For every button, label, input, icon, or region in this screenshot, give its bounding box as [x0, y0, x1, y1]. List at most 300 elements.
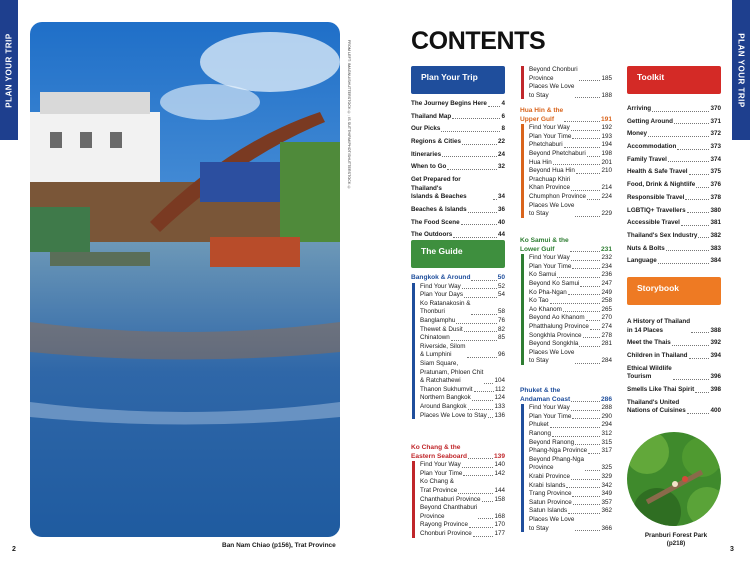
toc-entry-page: 396	[710, 373, 721, 381]
toc-entry	[627, 156, 721, 165]
dot-leader	[566, 487, 600, 488]
toc-entry-title: Thewet & Dusit	[420, 325, 463, 333]
toc-entry-page: 144	[494, 486, 505, 494]
bangkok-section	[411, 274, 505, 420]
toc-entry	[529, 193, 612, 202]
toc-entry-page: 8	[501, 125, 505, 133]
toc-entry-page: 192	[601, 124, 612, 132]
storybook-list	[627, 318, 721, 420]
region-subitems	[520, 66, 612, 100]
region-title	[520, 237, 612, 254]
toc-entry-page: 76	[497, 316, 505, 324]
toc-entry-page: 210	[601, 167, 612, 175]
dot-leader	[668, 161, 710, 162]
toc-entry-title: Ko Tao	[529, 297, 549, 305]
toc-entry	[529, 421, 612, 430]
toc-entry-title: Find Your Way	[529, 404, 570, 412]
toc-entry-page: 312	[601, 429, 612, 437]
toc-entry-page: 139	[493, 452, 505, 460]
toc-entry-title: Places We Love to Stay	[529, 201, 575, 218]
dot-leader	[462, 288, 497, 289]
dot-leader	[461, 224, 497, 225]
toc-entry-title: Chinatown	[420, 334, 450, 342]
toc-entry	[627, 352, 721, 361]
toc-entry-title: Beyond Ranong	[529, 438, 575, 446]
dot-leader	[464, 297, 497, 298]
toc-entry	[529, 280, 612, 289]
side-tab-right	[732, 0, 750, 140]
toc-entry	[529, 271, 612, 280]
toc-entry-title: Hua Hin & the Upper Gulf	[520, 107, 564, 123]
page-number-left: 2	[12, 546, 16, 553]
toc-entry-page: 362	[601, 507, 612, 515]
toc-entry-page: 384	[710, 257, 721, 265]
dot-leader	[586, 320, 601, 321]
toc-entry	[529, 404, 612, 413]
toc-entry-page: 247	[601, 279, 612, 287]
toc-entry-page: 133	[494, 402, 505, 410]
toc-entry-page: 142	[494, 469, 505, 477]
dot-leader	[467, 357, 497, 358]
dot-leader	[674, 123, 710, 124]
dot-leader	[583, 337, 601, 338]
toc-entry	[627, 245, 721, 254]
toc-entry-page: 44	[497, 231, 505, 239]
toc-entry-page: 342	[601, 481, 612, 489]
dot-leader	[585, 470, 601, 471]
toc-entry-page: 315	[601, 438, 612, 446]
toc-entry-page: 284	[601, 357, 612, 365]
toc-entry-page: 58	[497, 308, 505, 316]
dot-leader	[453, 237, 497, 238]
toc-entry	[529, 447, 612, 456]
toc-entry-page: 378	[710, 193, 721, 201]
toc-entry-title: Get Prepared for Thailand's Islands & Beaches	[411, 176, 467, 201]
toc-entry-page: 198	[601, 149, 612, 157]
dot-leader	[568, 294, 601, 295]
toc-entry	[529, 456, 612, 473]
toc-entry-title: Language	[627, 257, 657, 265]
toc-entry	[529, 124, 612, 133]
region-subitems	[411, 461, 505, 538]
toc-entry	[529, 263, 612, 272]
dot-leader	[572, 418, 600, 419]
toc-entry-page: 104	[494, 377, 505, 385]
toc-entry-page: 376	[710, 181, 721, 189]
toc-entry-page: 170	[494, 521, 505, 529]
dot-leader	[580, 286, 600, 287]
toc-entry-page: 24	[497, 150, 505, 158]
toc-entry-page: 265	[601, 305, 612, 313]
toc-entry	[411, 206, 505, 215]
toc-entry-title: Smells Like Thai Spirit	[627, 385, 695, 393]
toc-entry-title: Prachuap Khiri Khan Province	[529, 175, 571, 192]
toc-entry-title: Accessible Travel	[627, 219, 680, 227]
toc-entry-title: Responsible Travel	[627, 193, 685, 201]
toc-entry-title: The Journey Begins Here	[411, 100, 487, 107]
toc-entry-page: 193	[601, 132, 612, 140]
toc-entry	[627, 130, 721, 139]
toc-entry-title: Find Your Way	[529, 124, 570, 132]
dot-leader	[571, 410, 601, 411]
toc-entry-title: Thanon Sukhumvit	[420, 385, 473, 393]
toc-entry-title: Children in Thailand	[627, 351, 688, 359]
page-title: CONTENTS	[411, 27, 546, 55]
toc-entry-title: Satun Islands	[529, 507, 568, 515]
toc-entry	[529, 202, 612, 219]
dot-leader	[696, 187, 709, 188]
toc-entry	[627, 105, 721, 114]
toc-entry-page: 158	[494, 495, 505, 503]
toc-entry	[420, 470, 505, 479]
dot-leader	[471, 314, 497, 315]
toc-entry-title: Nuts & Bolts	[627, 244, 665, 252]
toc-entry-page: 4	[501, 100, 505, 107]
dot-leader	[564, 121, 600, 122]
dot-leader	[550, 427, 601, 428]
dot-leader	[571, 401, 600, 402]
toc-entry-title: Places We Love to Stay	[420, 411, 487, 419]
dot-leader	[573, 504, 601, 505]
dot-leader	[447, 169, 497, 170]
toc-entry-page: 380	[710, 206, 721, 214]
toc-entry	[529, 332, 612, 341]
toc-entry	[529, 167, 612, 176]
toc-entry	[411, 231, 505, 240]
toc-entry-page: 349	[601, 490, 612, 498]
toc-entry	[420, 478, 505, 495]
toc-entry-page: 50	[497, 274, 505, 281]
toc-entry	[529, 150, 612, 159]
toc-entry-title: The Outdoors	[411, 231, 453, 239]
dot-leader	[571, 190, 600, 191]
toc-entry-title: Phuket & the Andaman Coast	[520, 387, 571, 403]
dot-leader	[572, 138, 600, 139]
kochang-section	[411, 444, 505, 539]
toc-entry	[529, 66, 612, 83]
toc-entry-title: Phetchaburi	[529, 141, 563, 149]
toc-entry-title: Beaches & Islands	[411, 206, 467, 213]
toc-entry-title: Beyond Songkhla	[529, 340, 579, 348]
forest-park-caption: Pranburi Forest Park (p218)	[644, 532, 708, 547]
toc-entry-title: Arriving	[627, 105, 652, 112]
toc-entry-title: Places We Love to Stay	[529, 515, 575, 532]
toc-entry-page: 124	[494, 394, 505, 402]
toc-entry	[529, 323, 612, 332]
toc-entry	[420, 334, 505, 343]
toc-entry-page: 375	[710, 168, 721, 176]
toc-entry	[420, 326, 505, 335]
toc-entry-page: 286	[600, 395, 612, 403]
toc-entry	[627, 118, 721, 127]
dot-leader	[588, 453, 600, 454]
toc-entry-page: 294	[601, 421, 612, 429]
toc-entry	[529, 482, 612, 491]
toc-entry	[627, 318, 721, 335]
toc-entry-page: 388	[710, 326, 721, 334]
dot-leader	[468, 458, 493, 459]
region-title	[520, 107, 612, 124]
toc-entry-title: When to Go	[411, 163, 447, 171]
dot-leader	[687, 413, 710, 414]
forest-park-photo	[627, 432, 721, 526]
toc-entry-page: 214	[601, 184, 612, 192]
dot-leader	[563, 311, 601, 312]
toc-entry-page: 374	[710, 155, 721, 163]
toc-entry-title: Beyond Ko Samui	[529, 279, 580, 287]
dot-leader	[456, 323, 497, 324]
dot-leader	[677, 149, 709, 150]
toc-entry	[420, 360, 505, 386]
toc-entry-title: Phuket	[529, 421, 549, 429]
huahin-section	[520, 107, 612, 219]
plan-your-trip-header: Plan Your Trip	[411, 66, 505, 94]
toc-entry-page: 383	[710, 244, 721, 252]
toc-entry-page: 140	[494, 461, 505, 469]
toc-entry	[420, 343, 505, 360]
toc-entry-page: 236	[601, 271, 612, 279]
dot-leader	[550, 303, 601, 304]
toc-entry	[627, 232, 721, 241]
toc-entry	[411, 151, 505, 160]
dot-leader	[658, 263, 710, 264]
toc-entry-page: 325	[601, 464, 612, 472]
toc-entry-title: A History of Thailand in 14 Places	[627, 318, 691, 334]
toc-entry	[529, 176, 612, 193]
toc-entry-title: Krabi Islands	[529, 481, 566, 489]
region-subitems	[520, 404, 612, 533]
toolkit-list	[627, 105, 721, 270]
dot-leader	[570, 251, 600, 252]
toc-entry	[529, 439, 612, 448]
page-number-right: 3	[730, 546, 734, 553]
dot-leader	[579, 346, 600, 347]
toc-entry	[627, 181, 721, 190]
toc-entry-page: 177	[494, 529, 505, 537]
dot-leader	[452, 118, 500, 119]
toc-entry-title: Ao Khanom	[529, 305, 562, 313]
toc-entry	[420, 300, 505, 317]
photo-caption: Ban Nam Chiao (p156), Trat Province	[222, 542, 336, 549]
dot-leader	[474, 391, 494, 392]
toc-entry	[529, 83, 612, 100]
dot-leader	[488, 106, 501, 107]
toc-entry	[420, 530, 505, 539]
dot-leader	[691, 332, 709, 333]
toc-entry-title: Ko Ratanakosin & Thonburi	[420, 299, 471, 316]
dot-leader	[557, 277, 600, 278]
toc-entry	[411, 138, 505, 147]
photo-credit: FROM LEFT: IMAGNU/SHUTTERSTOCK ©; IS SUTTHIPAKPHOT/SHUTTERSTOCK ©	[347, 40, 351, 190]
toc-entry-title: LGBTIQ+ Travellers	[627, 206, 686, 214]
dot-leader	[587, 199, 600, 200]
dot-leader	[666, 250, 710, 251]
dot-leader	[493, 199, 497, 200]
toc-entry	[529, 490, 612, 499]
toc-entry-title: Plan Your Days	[420, 291, 464, 299]
toc-entry-title: Ko Samui	[529, 271, 557, 279]
toc-entry	[627, 257, 721, 266]
dot-leader	[553, 164, 601, 165]
toc-entry	[627, 399, 721, 416]
dot-leader	[689, 174, 710, 175]
toc-entry-page: 290	[601, 412, 612, 420]
toolkit-header: Toolkit	[627, 66, 721, 94]
toc-entry-page: 232	[601, 254, 612, 262]
toc-entry-title: Find Your Way	[420, 282, 461, 290]
region-title	[411, 444, 505, 461]
dot-leader	[468, 409, 494, 410]
dot-leader	[695, 392, 709, 393]
dot-leader	[482, 501, 494, 502]
toc-entry-title: Riverside, Silom & Lumphini	[420, 342, 466, 359]
toc-entry-page: 36	[497, 206, 505, 213]
canal-photo	[30, 22, 340, 537]
toc-entry	[420, 291, 505, 300]
toc-entry	[529, 349, 612, 366]
toc-entry-page: 382	[710, 231, 721, 239]
dot-leader	[575, 363, 600, 364]
toc-entry-page: 96	[497, 351, 505, 359]
toc-entry-title: Krabi Province	[529, 472, 570, 480]
dot-leader	[648, 136, 710, 137]
toc-entry-title: Our Picks	[411, 125, 441, 133]
toc-entry-title: Find Your Way	[420, 461, 461, 469]
toc-entry	[420, 317, 505, 326]
toc-entry-page: 40	[497, 218, 505, 226]
dot-leader	[478, 518, 493, 519]
region-subitems	[520, 254, 612, 366]
toc-entry-title: Itineraries	[411, 150, 442, 158]
toc-entry	[529, 507, 612, 516]
toc-entry-page: 366	[601, 524, 612, 532]
dot-leader	[575, 444, 600, 445]
toc-entry-title: Find Your Way	[529, 254, 570, 262]
toc-entry-title: Hua Hin	[529, 158, 552, 166]
toc-entry-page: 249	[601, 288, 612, 296]
dot-leader	[689, 358, 710, 359]
toc-entry	[529, 289, 612, 298]
toc-entry	[411, 176, 505, 202]
toc-entry-title: Songkhla Province	[529, 331, 582, 339]
dot-leader	[673, 379, 710, 380]
toc-entry-page: 229	[601, 210, 612, 218]
toc-entry-title: Thailand's United Nations of Cuisines	[627, 398, 686, 415]
toc-entry-title: Beyond Phang-Nga Province	[529, 455, 584, 472]
dot-leader	[568, 513, 600, 514]
side-tab-left	[0, 0, 18, 140]
toc-entry-title: Ko Pha-Ngan	[529, 288, 567, 296]
dot-leader	[571, 260, 601, 261]
toc-entry	[627, 365, 721, 382]
toc-entry	[627, 194, 721, 203]
toc-entry-title: Chanthaburi Province	[420, 495, 481, 503]
toc-entry-page: 278	[601, 331, 612, 339]
the-guide-header: The Guide	[411, 240, 505, 268]
toc-entry	[529, 499, 612, 508]
toc-entry-title: Ko Chang & Trat Province	[420, 478, 458, 494]
toc-entry-title: Ethical Wildlife Tourism	[627, 364, 672, 381]
toc-entry-title: Bangkok & Around	[411, 274, 471, 281]
dot-leader	[469, 527, 494, 528]
toc-entry-title: Meet the Thais	[627, 339, 671, 347]
dot-leader	[442, 156, 497, 157]
toc-entry-page: 6	[501, 112, 505, 120]
toc-entry	[627, 168, 721, 177]
toc-entry	[420, 521, 505, 530]
dot-leader	[687, 212, 710, 213]
toc-entry	[627, 219, 721, 228]
toc-entry-title: Places We Love to Stay	[529, 348, 575, 365]
toc-entry-page: 112	[494, 385, 505, 393]
toc-entry-title: Trang Province	[529, 490, 572, 498]
toc-entry-page: 191	[600, 115, 612, 123]
toc-entry-title: Food, Drink & Nightlife	[627, 181, 696, 189]
toc-entry	[529, 141, 612, 150]
dot-leader	[471, 280, 496, 281]
phuket-section	[520, 387, 612, 533]
toc-entry-title: Chumphon Province	[529, 192, 587, 200]
dot-leader	[472, 400, 494, 401]
toc-entry	[529, 297, 612, 306]
toc-entry	[529, 314, 612, 323]
toc-entry-page: 82	[497, 325, 505, 333]
dot-leader	[572, 268, 600, 269]
toc-entry-title: Ko Samui & the Lower Gulf	[520, 237, 569, 253]
dot-leader	[587, 156, 601, 157]
toc-entry-page: 373	[710, 143, 721, 151]
dot-leader	[698, 237, 709, 238]
side-tab-left-label: PLAN YOUR TRIP	[4, 32, 14, 108]
toc-entry-title: Ko Chang & the Eastern Seaboard	[411, 444, 468, 460]
toc-entry-page: 281	[601, 340, 612, 348]
toc-entry	[529, 306, 612, 315]
dot-leader	[484, 383, 493, 384]
toc-entry-title: Thailand Map	[411, 112, 452, 120]
toc-entry-title: Places We Love to Stay	[529, 83, 575, 99]
toc-entry	[529, 413, 612, 422]
toc-entry-title: Beyond Hua Hin	[529, 167, 575, 175]
toc-entry-page: 201	[601, 158, 612, 166]
toc-entry-title: Phatthalung Province	[529, 322, 589, 330]
toc-entry-title: Plan Your Time	[529, 132, 572, 140]
plan-list	[411, 100, 505, 244]
toc-entry	[529, 159, 612, 168]
toc-entry	[529, 133, 612, 142]
toc-entry-page: 188	[601, 91, 612, 99]
toc-entry-title: The Food Scene	[411, 218, 460, 226]
dot-leader	[463, 475, 493, 476]
toc-entry	[420, 403, 505, 412]
toc-entry-page: 194	[601, 141, 612, 149]
dot-leader	[458, 493, 493, 494]
toc-entry	[411, 100, 505, 109]
toc-entry-title: Chonburi Province	[420, 529, 472, 537]
toc-entry-title: Getting Around	[627, 117, 673, 125]
toc-entry-title: Accommodation	[627, 143, 677, 151]
toc-entry-page: 317	[601, 447, 612, 455]
dot-leader	[571, 130, 601, 131]
toc-entry-page: 136	[494, 411, 505, 419]
toc-entry-title: Beyond Chanthaburi Province	[420, 504, 478, 520]
toc-entry	[627, 207, 721, 216]
dot-leader	[672, 345, 710, 346]
toc-entry-page: 32	[497, 163, 505, 171]
toc-entry-title: Beyond Ao Khanom	[529, 314, 585, 322]
region-subitems	[520, 124, 612, 219]
side-tab-right-label: PLAN YOUR TRIP	[736, 32, 746, 108]
toc-entry	[420, 283, 505, 292]
